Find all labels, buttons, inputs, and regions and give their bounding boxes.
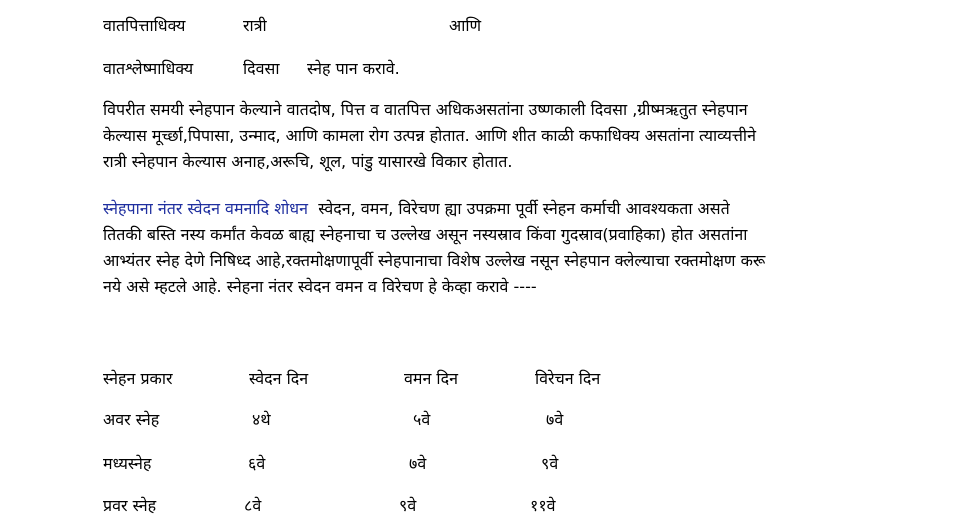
paragraph-2-first-line	[103, 196, 863, 222]
table-cell: ९वे	[541, 454, 559, 473]
table-cell: ७वे	[409, 454, 427, 473]
top-row-1-conj: आणि	[449, 16, 482, 35]
section-heading: स्नेहपाना नंतर स्वेदन वमनादि शोधन	[103, 199, 309, 218]
table-header-cell: वमन दिन	[404, 369, 458, 388]
table-cell: ७वे	[546, 410, 564, 429]
table-cell: ८वे	[244, 496, 262, 515]
paragraph-2-line: नये असे म्हटले आहे. स्नेहना नंतर स्वेदन वमन व विरेचण हे केव्हा करावे ----	[103, 277, 537, 296]
paragraph-2	[103, 196, 863, 300]
top-row-2-time: दिवसा	[243, 59, 280, 78]
top-row-2-label: वातश्लेष्माधिक्य	[103, 59, 194, 78]
table-cell: ११वे	[530, 496, 556, 515]
table-cell: ४थे	[252, 410, 271, 429]
table-cell: मध्यस्नेह	[103, 454, 152, 473]
table-header-cell: स्वेदन दिन	[249, 369, 309, 388]
top-row-1-label: वातपित्ताधिक्य	[103, 16, 186, 35]
paragraph-2-line: स्वेदन, वमन, विरेचण ह्या उपक्रमा पूर्वी स्नेहन कर्माची आवश्यकता असते	[318, 199, 730, 218]
top-row-1-time: रात्री	[243, 16, 267, 35]
table-header-cell: विरेचन दिन	[535, 369, 601, 388]
top-row-2-action: स्नेह पान करावे.	[307, 59, 400, 78]
table-cell: अवर स्नेह	[103, 410, 160, 429]
table-cell: ५वे	[413, 410, 431, 429]
table-cell: ९वे	[399, 496, 417, 515]
table-cell: ६वे	[248, 454, 266, 473]
paragraph-1-line: विपरीत समयी स्नेहपान केल्याने वातदोष, पित्त व वातपित्त अधिकअसतांना उष्णकाली दिवसा ,ग्रीष्मऋतुत स्नेहपान	[103, 100, 748, 119]
table-header-cell: स्नेहन प्रकार	[103, 369, 173, 388]
paragraph-1-line: केल्यास मूर्च्छा,पिपासा, उन्माद, आणि कामला रोग उत्पन्न होतात. आणि शीत काळी कफाधिक्य असतांना त्याव्यत्तीने	[103, 126, 756, 145]
table-cell: प्रवर स्नेह	[103, 496, 157, 515]
paragraph-1-line: रात्री स्नेहपान केल्यास अनाह,अरूचि, शूल, पांडु यासारखे विकार होतात.	[103, 152, 513, 171]
paragraph-2-line: आभ्यंतर स्नेह देणे निषिध्द आहे,रक्तमोक्षणापूर्वी स्नेहपानाचा विशेष उल्लेख नसून स्नेहपान क्लेल्याचा रक्तमोक्षण करू	[103, 251, 766, 270]
paragraph-2-line: तितकी बस्ति नस्य कर्मांत केवळ बाह्य स्नेहनाचा च उल्लेख असून नस्यस्राव किंवा गुदस्राव(प्रवाहिका) होत असतांना	[103, 225, 748, 244]
paragraph-1	[103, 97, 863, 175]
